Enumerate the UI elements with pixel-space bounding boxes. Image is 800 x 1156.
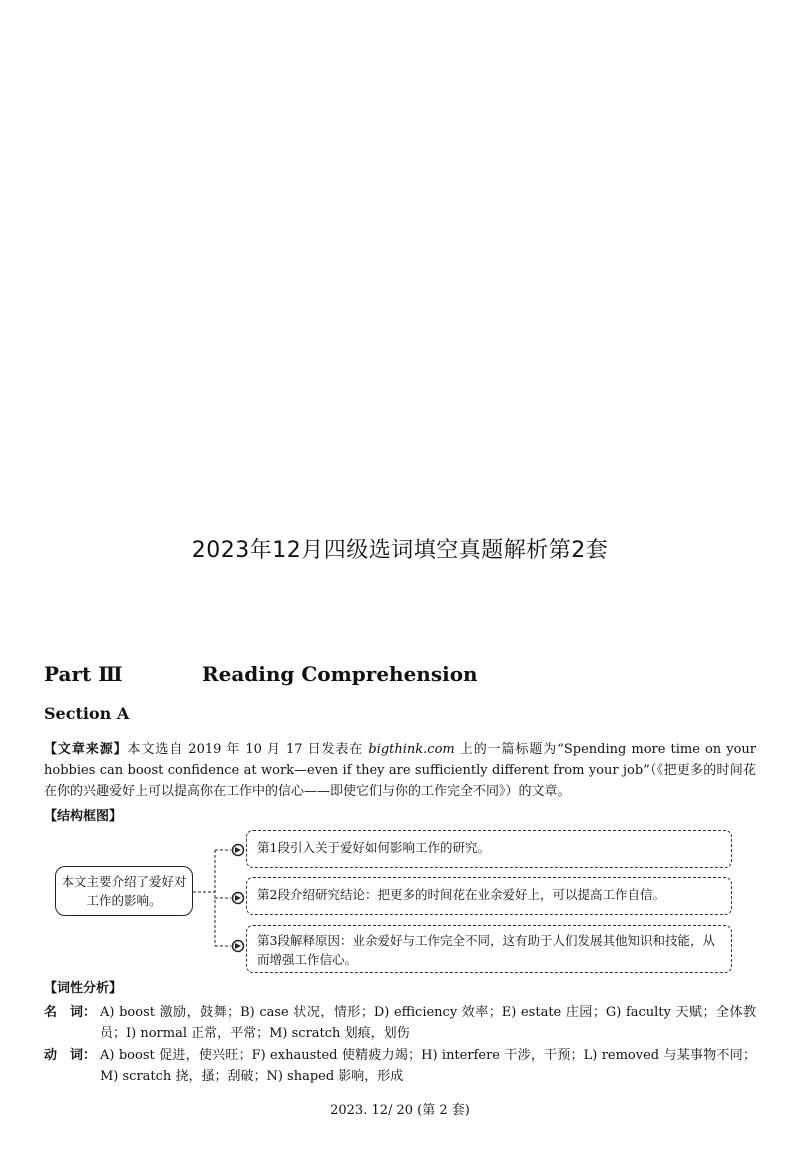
verb-analysis xyxy=(44,1045,756,1087)
source-text-before: 本文选自 2019 年 10 月 17 日发表在 xyxy=(127,742,369,757)
part-label: Part Ⅲ xyxy=(44,662,123,686)
part-title: Reading Comprehension xyxy=(202,662,478,686)
article-source xyxy=(44,739,756,802)
noun-text: A) boost 激励，鼓舞；B) case 状况，情形；D) efficiency 效率；E) estate 庄园；G) faculty 天赋；全体教员；I) normal 正常，平常；M) scratch 划痕，划伤 xyxy=(100,1005,756,1041)
structure-paragraph-1: 第1段引入关于爱好如何影响工作的研究。 xyxy=(246,830,732,868)
structure-paragraph-3: 第3段解释原因：业余爱好与工作完全不同，这有助于人们发展其他知识和技能，从而增强工作信心。 xyxy=(246,925,732,973)
structure-summary-box: 本文主要介绍了爱好对工作的影响。 xyxy=(55,866,193,916)
verb-text: A) boost 促进，使兴旺；F) exhausted 使精疲力竭；H) interfere 干涉，干预；L) removed 与某事物不同；M) scratch 挠，搔；刮破；N) shaped 影响，形成 xyxy=(100,1048,756,1084)
noun-label: 名 词： xyxy=(44,1005,97,1020)
structure-tag: 【结构框图】 xyxy=(44,809,123,824)
page-footer: 2023. 12/ 20 (第 2 套) xyxy=(330,1103,470,1118)
pos-tag: 【词性分析】 xyxy=(44,981,123,996)
noun-analysis xyxy=(44,1002,756,1044)
verb-label: 动 词： xyxy=(44,1048,97,1063)
source-tag: 【文章来源】 xyxy=(44,742,128,757)
part-heading xyxy=(44,662,744,692)
page-title: 2023年12月四级选词填空真题解析第2套 xyxy=(191,538,609,563)
structure-paragraph-2: 第2段介绍研究结论：把更多的时间花在业余爱好上，可以提高工作自信。 xyxy=(246,877,732,915)
section-label: Section A xyxy=(44,704,130,723)
source-site: bigthink.com xyxy=(368,742,455,757)
structure-connector xyxy=(193,828,253,978)
source-text-after: 上的一篇标题为“Spending more time on your hobbies can boost confidence at work—even if they are sufficiently different from your job”（《把更多的时间花在你的兴趣爱好上可以提高你在工作中的信心——即使它们与你的工作完全不同》）的文章。 xyxy=(44,742,756,799)
